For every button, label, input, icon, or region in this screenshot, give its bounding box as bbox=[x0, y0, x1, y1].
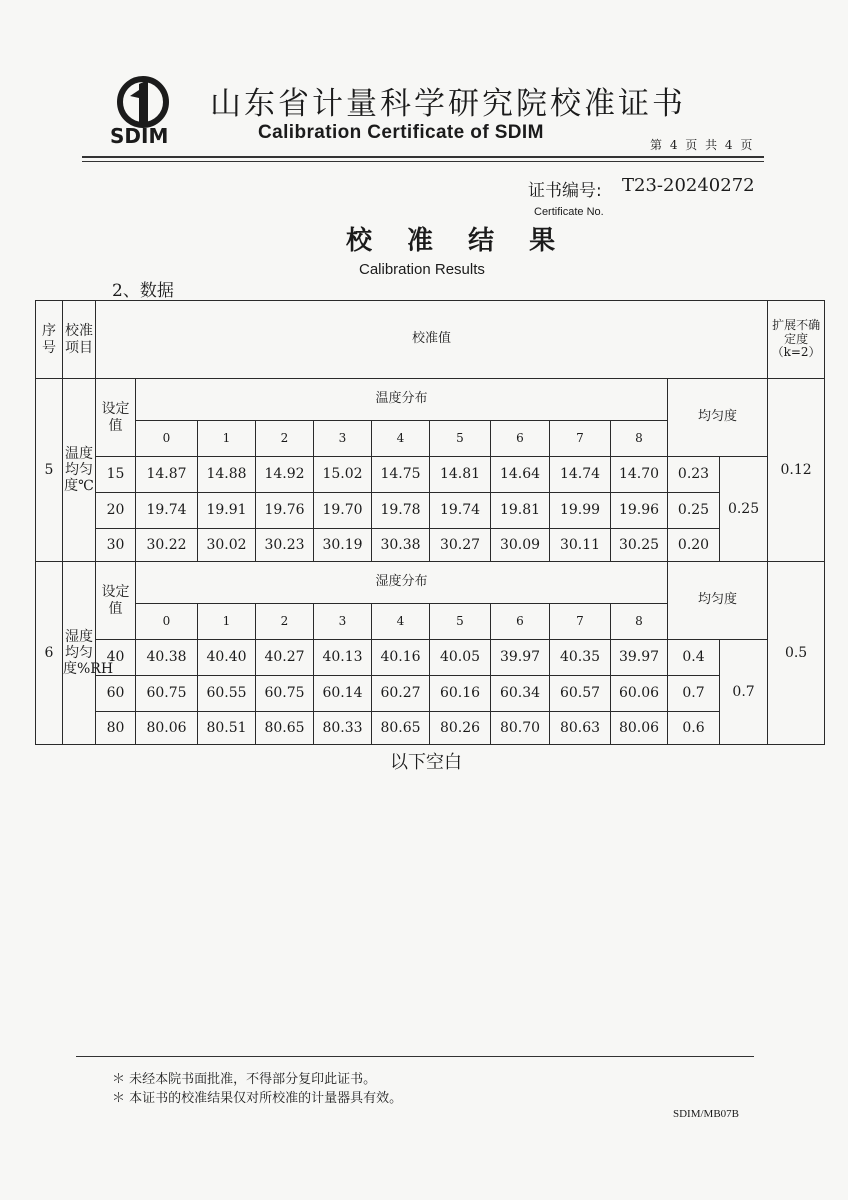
value-cell: 60.55 bbox=[198, 676, 256, 712]
value-cell: 80.65 bbox=[256, 712, 314, 745]
value-cell: 39.97 bbox=[491, 640, 550, 676]
value-cell: 19.91 bbox=[198, 493, 256, 529]
value-cell: 40.05 bbox=[430, 640, 491, 676]
calibration-table bbox=[35, 300, 825, 745]
item-cell: 湿度均匀度%RH bbox=[63, 562, 96, 745]
value-cell: 30.22 bbox=[136, 529, 198, 562]
max-uniformity-cell: 0.25 bbox=[720, 457, 768, 562]
uniformity-cell: 0.25 bbox=[668, 493, 720, 529]
max-uniformity-cell: 0.7 bbox=[720, 640, 768, 745]
value-cell: 60.14 bbox=[314, 676, 372, 712]
point-header: 5 bbox=[430, 421, 491, 457]
value-cell: 40.38 bbox=[136, 640, 198, 676]
point-header: 5 bbox=[430, 604, 491, 640]
value-cell: 60.75 bbox=[136, 676, 198, 712]
uniformity-cell: 0.7 bbox=[668, 676, 720, 712]
value-cell: 40.35 bbox=[550, 640, 611, 676]
table-row bbox=[36, 676, 825, 712]
footer-rule bbox=[76, 1056, 754, 1057]
setpoint-header: 设定值 bbox=[96, 562, 136, 640]
value-cell: 40.40 bbox=[198, 640, 256, 676]
value-cell: 60.06 bbox=[611, 676, 668, 712]
value-cell: 14.74 bbox=[550, 457, 611, 493]
page-info: 第 4 页 共 4 页 bbox=[650, 138, 755, 152]
setpoint-cell: 15 bbox=[96, 457, 136, 493]
uncertainty-header: 扩展不确定度（k=2） bbox=[768, 301, 825, 379]
header-rule-thin bbox=[82, 161, 764, 162]
table-row bbox=[36, 562, 825, 604]
value-cell: 30.25 bbox=[611, 529, 668, 562]
value-cell: 39.97 bbox=[611, 640, 668, 676]
table-row bbox=[36, 493, 825, 529]
point-header: 7 bbox=[550, 421, 611, 457]
value-header: 校准值 bbox=[96, 301, 768, 379]
value-cell: 19.81 bbox=[491, 493, 550, 529]
point-header: 6 bbox=[491, 604, 550, 640]
value-cell: 30.27 bbox=[430, 529, 491, 562]
value-cell: 14.64 bbox=[491, 457, 550, 493]
value-cell: 80.51 bbox=[198, 712, 256, 745]
value-cell: 30.38 bbox=[372, 529, 430, 562]
serial-header: 序号 bbox=[36, 301, 63, 379]
point-header: 4 bbox=[372, 604, 430, 640]
value-cell: 19.76 bbox=[256, 493, 314, 529]
value-cell: 80.65 bbox=[372, 712, 430, 745]
form-code: SDIM/MB07B bbox=[673, 1108, 740, 1120]
footer-note-validity: ＊ 本证书的校准结果仅对所校准的计量器具有效。 bbox=[112, 1091, 403, 1106]
setpoint-cell: 40 bbox=[96, 640, 136, 676]
certificate-number: T23-20240272 bbox=[622, 175, 755, 196]
logo-text: SDIM bbox=[110, 124, 169, 148]
point-header: 0 bbox=[136, 421, 198, 457]
distribution-header: 湿度分布 bbox=[136, 562, 668, 604]
serial-cell: 6 bbox=[36, 562, 63, 745]
point-header: 3 bbox=[314, 604, 372, 640]
point-header: 6 bbox=[491, 421, 550, 457]
value-cell: 14.81 bbox=[430, 457, 491, 493]
uncertainty-cell: 0.12 bbox=[768, 379, 825, 562]
value-cell: 60.34 bbox=[491, 676, 550, 712]
value-cell: 60.57 bbox=[550, 676, 611, 712]
point-header: 0 bbox=[136, 604, 198, 640]
serial-cell: 5 bbox=[36, 379, 63, 562]
footer-note-copy: ＊ 未经本院书面批准，不得部分复印此证书。 bbox=[112, 1072, 377, 1087]
certificate-label-en: Certificate No. bbox=[534, 206, 604, 218]
value-cell: 80.33 bbox=[314, 712, 372, 745]
uniformity-header: 均匀度 bbox=[668, 562, 768, 640]
uniformity-cell: 0.23 bbox=[668, 457, 720, 493]
value-cell: 19.78 bbox=[372, 493, 430, 529]
point-header: 2 bbox=[256, 604, 314, 640]
value-cell: 80.26 bbox=[430, 712, 491, 745]
title-cn: 山东省计量科学研究院校准证书 bbox=[210, 86, 686, 122]
value-cell: 14.75 bbox=[372, 457, 430, 493]
value-cell: 80.06 bbox=[136, 712, 198, 745]
point-header: 1 bbox=[198, 604, 256, 640]
value-cell: 19.74 bbox=[430, 493, 491, 529]
value-cell: 30.11 bbox=[550, 529, 611, 562]
value-cell: 60.27 bbox=[372, 676, 430, 712]
table-row bbox=[36, 640, 825, 676]
value-cell: 14.88 bbox=[198, 457, 256, 493]
table-row bbox=[36, 712, 825, 745]
setpoint-cell: 60 bbox=[96, 676, 136, 712]
value-cell: 19.70 bbox=[314, 493, 372, 529]
value-cell: 60.16 bbox=[430, 676, 491, 712]
value-cell: 15.02 bbox=[314, 457, 372, 493]
item-cell: 温度均匀度℃ bbox=[63, 379, 96, 562]
value-cell: 30.23 bbox=[256, 529, 314, 562]
table-row bbox=[36, 529, 825, 562]
setpoint-cell: 20 bbox=[96, 493, 136, 529]
value-cell: 40.13 bbox=[314, 640, 372, 676]
uniformity-cell: 0.4 bbox=[668, 640, 720, 676]
table-row bbox=[36, 379, 825, 421]
title-en: Calibration Certificate of SDIM bbox=[258, 122, 544, 143]
uncertainty-cell: 0.5 bbox=[768, 562, 825, 745]
value-cell: 40.16 bbox=[372, 640, 430, 676]
point-header: 8 bbox=[611, 604, 668, 640]
blank-below-note: 以下空白 bbox=[390, 752, 462, 773]
results-title-en: Calibration Results bbox=[359, 261, 485, 278]
setpoint-cell: 30 bbox=[96, 529, 136, 562]
uniformity-header: 均匀度 bbox=[668, 379, 768, 457]
setpoint-cell: 80 bbox=[96, 712, 136, 745]
value-cell: 60.75 bbox=[256, 676, 314, 712]
value-cell: 40.27 bbox=[256, 640, 314, 676]
value-cell: 14.92 bbox=[256, 457, 314, 493]
value-cell: 14.70 bbox=[611, 457, 668, 493]
value-cell: 80.06 bbox=[611, 712, 668, 745]
setpoint-header: 设定值 bbox=[96, 379, 136, 457]
point-header: 7 bbox=[550, 604, 611, 640]
item-header: 校准项目 bbox=[63, 301, 96, 379]
results-title: 校 准 结 果 bbox=[346, 226, 569, 256]
certificate-label: 证书编号: bbox=[528, 181, 602, 201]
header-rule bbox=[82, 156, 764, 158]
point-header: 8 bbox=[611, 421, 668, 457]
distribution-header: 温度分布 bbox=[136, 379, 668, 421]
point-header: 1 bbox=[198, 421, 256, 457]
point-header: 3 bbox=[314, 421, 372, 457]
point-header: 4 bbox=[372, 421, 430, 457]
value-cell: 80.63 bbox=[550, 712, 611, 745]
section-heading: 2、数据 bbox=[112, 281, 174, 301]
value-cell: 14.87 bbox=[136, 457, 198, 493]
value-cell: 80.70 bbox=[491, 712, 550, 745]
value-cell: 19.99 bbox=[550, 493, 611, 529]
value-cell: 30.02 bbox=[198, 529, 256, 562]
point-header: 2 bbox=[256, 421, 314, 457]
table-row bbox=[36, 457, 825, 493]
table-header-row bbox=[36, 301, 825, 379]
uniformity-cell: 0.20 bbox=[668, 529, 720, 562]
uniformity-cell: 0.6 bbox=[668, 712, 720, 745]
value-cell: 19.74 bbox=[136, 493, 198, 529]
value-cell: 30.19 bbox=[314, 529, 372, 562]
value-cell: 30.09 bbox=[491, 529, 550, 562]
value-cell: 19.96 bbox=[611, 493, 668, 529]
